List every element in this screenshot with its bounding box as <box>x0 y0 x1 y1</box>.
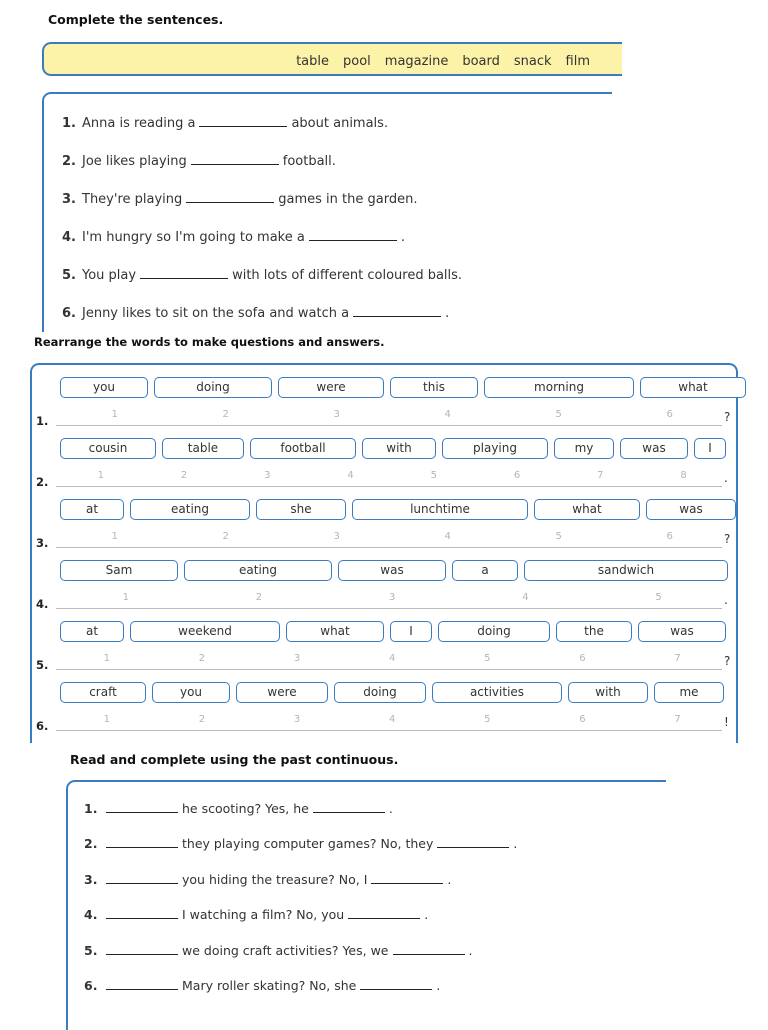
answer-line[interactable] <box>56 669 722 670</box>
row-punctuation: ? <box>724 410 731 424</box>
answer-blank[interactable] <box>371 869 443 884</box>
sentence-start: You play <box>82 268 137 283</box>
answer-slot-number: 6 <box>513 470 521 481</box>
row-number: 3. <box>36 536 49 550</box>
answer-slot-number: 4 <box>444 409 451 420</box>
question-item <box>84 940 473 958</box>
question-item <box>84 904 428 922</box>
word-bank <box>42 42 622 76</box>
question-end: . <box>447 872 452 887</box>
word-tile[interactable]: was <box>620 438 688 459</box>
answer-slot-number: 4 <box>444 531 451 542</box>
item-number: 1. <box>62 116 76 131</box>
answer-blank[interactable] <box>353 302 441 317</box>
question-text: I watching a film? No, you <box>182 907 345 922</box>
answer-blank[interactable] <box>106 975 178 990</box>
word-tile[interactable]: was <box>638 621 726 642</box>
question-text: we doing craft activities? Yes, we <box>182 943 389 958</box>
answer-slot-number: 4 <box>347 470 354 481</box>
answer-slot-number: 4 <box>389 714 396 725</box>
question-text: you hiding the treasure? No, I <box>182 872 368 887</box>
section2-title: Rearrange the words to make questions and answers. <box>34 335 385 349</box>
question-text: they playing computer games? No, they <box>182 836 434 851</box>
answer-slot-number: 6 <box>579 714 586 725</box>
answer-blank[interactable] <box>106 869 178 884</box>
answer-slot-number: 4 <box>522 592 529 603</box>
sentence-end: about animals. <box>291 116 389 131</box>
word-tile[interactable]: playing <box>442 438 548 459</box>
word-bank-word: pool <box>343 54 371 69</box>
word-tile[interactable]: was <box>338 560 446 581</box>
word-tile[interactable]: craft <box>60 682 146 703</box>
answer-slot-number: 5 <box>430 470 437 481</box>
word-tile[interactable]: me <box>654 682 724 703</box>
word-tile[interactable]: what <box>286 621 384 642</box>
word-tile[interactable]: a <box>452 560 518 581</box>
answer-slot-number: 6 <box>579 653 586 664</box>
row-punctuation: ? <box>724 532 731 546</box>
word-tile[interactable]: table <box>162 438 244 459</box>
answer-slot-number: 1 <box>97 470 104 481</box>
answer-blank[interactable] <box>186 188 274 203</box>
question-item <box>84 833 517 851</box>
question-end: . <box>436 978 441 993</box>
word-tile[interactable]: I <box>390 621 432 642</box>
answer-blank[interactable] <box>140 264 228 279</box>
word-tile[interactable]: the <box>556 621 632 642</box>
answer-blank[interactable] <box>106 798 178 813</box>
answer-slot-number: 3 <box>264 470 271 481</box>
word-tile[interactable]: with <box>568 682 648 703</box>
answer-slot-number: 3 <box>293 653 301 664</box>
sentence-start: Joe likes playing <box>82 154 187 169</box>
answer-blank[interactable] <box>348 904 420 919</box>
word-tile[interactable]: weekend <box>130 621 280 642</box>
answer-slot-number: 8 <box>680 470 687 481</box>
word-bank-words <box>282 54 590 69</box>
answer-slot-number: 1 <box>103 653 110 664</box>
row-punctuation: . <box>724 471 728 485</box>
answer-slot-number: 5 <box>655 592 662 603</box>
word-bank-word: table <box>296 54 330 69</box>
word-tile[interactable]: at <box>60 621 124 642</box>
word-tile[interactable]: I <box>694 438 726 459</box>
sentence-start: I'm hungry so I'm going to make a <box>82 230 305 245</box>
answer-slot-number: 2 <box>198 653 206 664</box>
answer-blank[interactable] <box>313 798 385 813</box>
word-tile[interactable]: my <box>554 438 614 459</box>
question-end: . <box>513 836 518 851</box>
answer-blank[interactable] <box>437 833 509 848</box>
word-tile[interactable]: cousin <box>60 438 156 459</box>
section1-title: Complete the sentences. <box>48 12 224 27</box>
answer-slot-number: 5 <box>484 714 491 725</box>
word-tile[interactable]: what <box>534 499 640 520</box>
row-number: 2. <box>36 475 49 489</box>
sentence-end: games in the garden. <box>278 192 418 207</box>
question-end: . <box>424 907 429 922</box>
answer-blank[interactable] <box>309 226 397 241</box>
answer-slot-number: 5 <box>555 531 562 542</box>
question-item <box>84 798 393 816</box>
word-tile[interactable]: doing <box>438 621 550 642</box>
sentence-item <box>62 112 388 131</box>
answer-line[interactable] <box>56 608 722 609</box>
answer-slot-number: 1 <box>111 409 118 420</box>
row-number: 4. <box>36 597 49 611</box>
answer-slot-number: 2 <box>222 531 229 542</box>
answer-slot-number: 6 <box>666 409 673 420</box>
question-item <box>84 869 451 887</box>
row-punctuation: ? <box>724 654 731 668</box>
answer-slot-number: 5 <box>555 409 562 420</box>
answer-slot-number: 1 <box>122 592 129 603</box>
answer-line[interactable] <box>56 547 722 548</box>
answer-blank[interactable] <box>191 150 279 165</box>
word-tile[interactable]: doing <box>154 377 272 398</box>
answer-line[interactable] <box>56 486 722 487</box>
sentence-item <box>62 226 405 245</box>
word-tile[interactable]: at <box>60 499 124 520</box>
word-tile[interactable]: you <box>152 682 230 703</box>
answer-slot-number: 1 <box>103 714 110 725</box>
word-tile[interactable]: was <box>646 499 736 520</box>
section3-title: Read and complete using the past continuous. <box>70 752 399 767</box>
answer-blank[interactable] <box>106 904 178 919</box>
sentence-end: . <box>445 306 450 321</box>
answer-blank[interactable] <box>393 940 465 955</box>
word-tile[interactable]: she <box>256 499 346 520</box>
sentence-start: Anna is reading a <box>82 116 196 131</box>
answer-blank[interactable] <box>106 940 178 955</box>
item-number: 4. <box>62 230 76 245</box>
answer-slot-number: 3 <box>333 409 340 420</box>
question-end: . <box>388 801 393 816</box>
word-tile[interactable]: were <box>278 377 384 398</box>
item-number: 2. <box>62 154 76 169</box>
item-number: 5. <box>62 268 76 283</box>
answer-slot-number: 7 <box>674 653 681 664</box>
item-number: 2. <box>84 836 98 851</box>
sentence-item <box>62 302 449 321</box>
sentence-item <box>62 150 336 169</box>
word-tile[interactable]: eating <box>130 499 250 520</box>
answer-slot-number: 2 <box>198 714 206 725</box>
sentence-end: with lots of different coloured balls. <box>232 268 463 283</box>
sentence-end: . <box>400 230 405 245</box>
question-end: . <box>468 943 473 958</box>
answer-slot-number: 4 <box>389 653 396 664</box>
answer-blank[interactable] <box>199 112 287 127</box>
question-item <box>84 975 440 993</box>
item-number: 6. <box>84 978 98 993</box>
item-number: 5. <box>84 943 98 958</box>
word-tile[interactable]: this <box>390 377 478 398</box>
word-tile[interactable]: you <box>60 377 148 398</box>
answer-slot-number: 7 <box>674 714 681 725</box>
word-tile[interactable]: activities <box>432 682 562 703</box>
answer-slot-number: 2 <box>180 470 188 481</box>
word-tile[interactable]: doing <box>334 682 426 703</box>
row-number: 5. <box>36 658 49 672</box>
item-number: 6. <box>62 306 76 321</box>
sentence-item <box>62 264 462 283</box>
answer-slot-number: 2 <box>222 409 229 420</box>
question-text: he scooting? Yes, he <box>182 801 309 816</box>
answer-line[interactable] <box>56 425 722 426</box>
sentence-start: Jenny likes to sit on the sofa and watch a <box>82 306 350 321</box>
answer-slot-number: 3 <box>293 714 301 725</box>
row-number: 6. <box>36 719 49 733</box>
row-number: 1. <box>36 414 49 428</box>
answer-slot-number: 1 <box>111 531 118 542</box>
answer-slot-number: 5 <box>484 653 491 664</box>
word-tile[interactable]: sandwich <box>524 560 728 581</box>
sentence-item <box>62 188 417 207</box>
word-bank-word: board <box>462 54 500 69</box>
word-bank-word: snack <box>513 54 552 69</box>
answer-line[interactable] <box>56 730 722 731</box>
word-tile[interactable]: morning <box>484 377 634 398</box>
answer-slot-number: 3 <box>333 531 340 542</box>
word-bank-word: magazine <box>384 54 449 69</box>
sentence-end: football. <box>282 154 336 169</box>
word-tile[interactable]: Sam <box>60 560 178 581</box>
answer-slot-number: 7 <box>597 470 604 481</box>
word-bank-word: film <box>565 54 590 69</box>
answer-blank[interactable] <box>106 833 178 848</box>
answer-slot-number: 6 <box>666 531 673 542</box>
sentence-start: They're playing <box>82 192 183 207</box>
item-number: 3. <box>62 192 76 207</box>
item-number: 4. <box>84 907 98 922</box>
answer-blank[interactable] <box>360 975 432 990</box>
question-text: Mary roller skating? No, she <box>182 978 357 993</box>
word-tile[interactable]: what <box>640 377 746 398</box>
answer-slot-number: 3 <box>389 592 396 603</box>
item-number: 3. <box>84 872 98 887</box>
answer-slot-number: 2 <box>255 592 263 603</box>
word-tile[interactable]: with <box>362 438 436 459</box>
row-punctuation: . <box>724 593 728 607</box>
row-punctuation: ! <box>724 715 729 729</box>
word-tile[interactable]: eating <box>184 560 332 581</box>
word-tile[interactable]: football <box>250 438 356 459</box>
word-tile[interactable]: were <box>236 682 328 703</box>
word-tile[interactable]: lunchtime <box>352 499 528 520</box>
item-number: 1. <box>84 801 98 816</box>
